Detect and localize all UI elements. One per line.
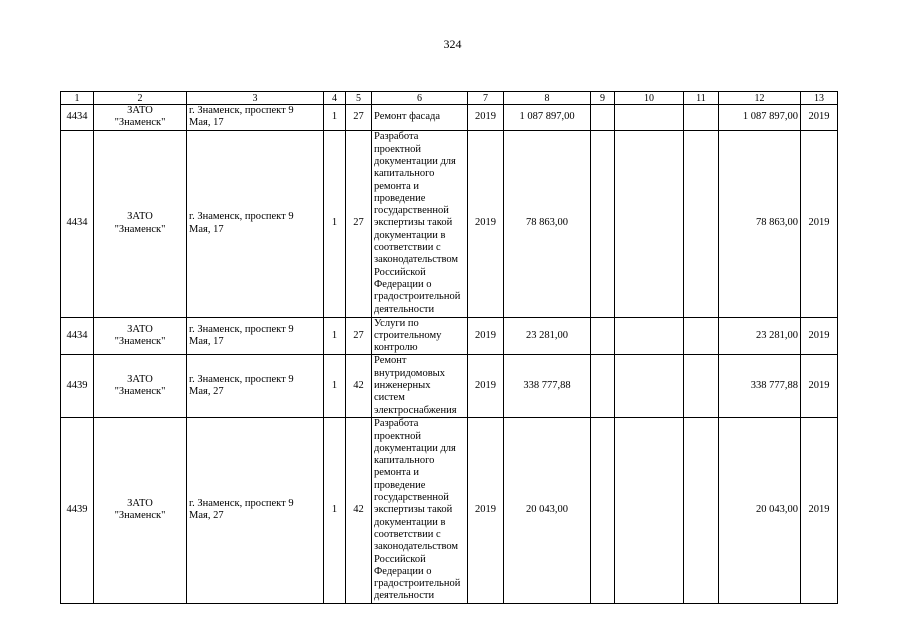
address-cell (187, 130, 324, 317)
address-line: г. Знаменск, проспект 9 (189, 211, 294, 223)
budget-cost-cell: 1 087 897,00 (719, 105, 801, 131)
work-type-line: Федерации о (374, 565, 432, 577)
column-number: 2 (94, 92, 187, 105)
work-type-line: строительному (374, 329, 442, 341)
work-type-line: Ремонт (374, 355, 407, 367)
column-10-value-cell (615, 130, 684, 317)
work-type-cell (372, 105, 468, 131)
column-9-value-cell (591, 417, 615, 603)
building-block-cell: 1 (324, 417, 346, 603)
table-row (61, 130, 838, 317)
completion-year-cell: 2019 (801, 417, 838, 603)
work-type-line: документации для (374, 155, 456, 167)
column-9-value-cell (591, 130, 615, 317)
column-number: 4 (324, 92, 346, 105)
table-body (61, 92, 838, 604)
municipality-line: "Знаменск" (114, 386, 166, 398)
column-9-value-cell (591, 317, 615, 355)
municipality-line: ЗАТО (127, 211, 153, 223)
municipality-line: "Знаменск" (114, 117, 166, 129)
column-number: 12 (719, 92, 801, 105)
address-cell (187, 417, 324, 603)
row-number-cell: 4434 (61, 317, 94, 355)
budget-cost-cell: 338 777,88 (719, 355, 801, 417)
work-type-line: систем (374, 392, 405, 404)
table-row (61, 355, 838, 417)
house-number-cell: 27 (346, 317, 372, 355)
work-type-line: Российской (374, 266, 426, 278)
work-type-line: Разработа (374, 131, 419, 143)
total-cost-cell: 338 777,88 (504, 355, 591, 417)
work-type-line: ремонта и (374, 467, 420, 479)
total-cost-cell: 78 863,00 (504, 130, 591, 317)
column-11-value-cell (684, 355, 719, 417)
table-row (61, 417, 838, 603)
work-type-line: Российской (374, 553, 426, 565)
work-type-line: проведение (374, 192, 426, 204)
address-line: Мая, 17 (189, 223, 224, 235)
address-line: Мая, 27 (189, 386, 224, 398)
municipality-line: ЗАТО (127, 498, 153, 510)
work-type-line: градостроительной (374, 578, 461, 590)
address-line: г. Знаменск, проспект 9 (189, 373, 294, 385)
work-type-line: проектной (374, 143, 421, 155)
address-line: г. Знаменск, проспект 9 (189, 498, 294, 510)
column-10-value-cell (615, 417, 684, 603)
work-type-line: государственной (374, 205, 449, 217)
work-type-cell (372, 355, 468, 417)
column-9-value-cell (591, 355, 615, 417)
year-cell: 2019 (468, 355, 504, 417)
table-row (61, 317, 838, 355)
municipality-line: ЗАТО (127, 373, 153, 385)
building-block-cell: 1 (324, 130, 346, 317)
work-type-line: ремонта и (374, 180, 420, 192)
row-number-cell: 4434 (61, 105, 94, 131)
address-line: г. Знаменск, проспект 9 (189, 323, 294, 335)
year-cell: 2019 (468, 317, 504, 355)
address-line: г. Знаменск, проспект 9 (189, 105, 294, 116)
work-type-line: капитального (374, 455, 435, 467)
address-cell (187, 105, 324, 131)
municipality-cell (94, 130, 187, 317)
work-type-line: Федерации о (374, 278, 432, 290)
work-type-line: экспертизы такой (374, 217, 453, 229)
work-type-line: градостроительной (374, 291, 461, 303)
total-cost-cell: 23 281,00 (504, 317, 591, 355)
column-number: 7 (468, 92, 504, 105)
column-11-value-cell (684, 130, 719, 317)
municipality-line: "Знаменск" (114, 336, 166, 348)
row-number-cell: 4439 (61, 417, 94, 603)
work-type-line: проектной (374, 430, 421, 442)
column-number: 3 (187, 92, 324, 105)
house-number-cell: 42 (346, 417, 372, 603)
completion-year-cell: 2019 (801, 317, 838, 355)
total-cost-cell: 1 087 897,00 (504, 105, 591, 131)
column-number: 5 (346, 92, 372, 105)
completion-year-cell: 2019 (801, 355, 838, 417)
work-type-line: соответствии с (374, 528, 441, 540)
completion-year-cell: 2019 (801, 105, 838, 131)
budget-cost-cell: 78 863,00 (719, 130, 801, 317)
work-type-line: документации в (374, 516, 446, 528)
column-number: 10 (615, 92, 684, 105)
address-line: Мая, 17 (189, 117, 224, 129)
municipality-cell (94, 317, 187, 355)
municipality-cell (94, 105, 187, 131)
work-type-line: законодательством (374, 254, 459, 266)
column-10-value-cell (615, 317, 684, 355)
municipality-line: "Знаменск" (114, 510, 166, 522)
column-10-value-cell (615, 105, 684, 131)
column-9-value-cell (591, 105, 615, 131)
municipality-line: ЗАТО (127, 323, 153, 335)
year-cell: 2019 (468, 105, 504, 131)
column-number: 1 (61, 92, 94, 105)
work-type-line: соответствии с (374, 242, 441, 254)
table-row (61, 105, 838, 131)
work-type-line: инженерных (374, 380, 431, 392)
work-type-line: экспертизы такой (374, 504, 453, 516)
building-block-cell: 1 (324, 355, 346, 417)
total-cost-cell: 20 043,00 (504, 417, 591, 603)
work-type-line: государственной (374, 492, 449, 504)
work-type-cell (372, 417, 468, 603)
column-number: 11 (684, 92, 719, 105)
work-type-cell (372, 130, 468, 317)
work-type-line: Услуги по (374, 317, 419, 329)
column-10-value-cell (615, 355, 684, 417)
row-number-cell: 4434 (61, 130, 94, 317)
address-cell (187, 355, 324, 417)
building-block-cell: 1 (324, 105, 346, 131)
building-block-cell: 1 (324, 317, 346, 355)
house-number-cell: 27 (346, 130, 372, 317)
column-11-value-cell (684, 317, 719, 355)
work-type-line: документации в (374, 229, 446, 241)
column-11-value-cell (684, 417, 719, 603)
work-type-line: законодательством (374, 541, 459, 553)
work-type-line: Ремонт фасада (374, 111, 441, 123)
address-line: Мая, 17 (189, 336, 224, 348)
column-number-row (61, 92, 838, 105)
work-type-line: документации для (374, 442, 456, 454)
work-type-line: Разработа (374, 418, 419, 430)
house-number-cell: 42 (346, 355, 372, 417)
house-number-cell: 27 (346, 105, 372, 131)
register-table (60, 91, 838, 604)
column-number: 13 (801, 92, 838, 105)
budget-cost-cell: 20 043,00 (719, 417, 801, 603)
column-number: 8 (504, 92, 591, 105)
address-line: Мая, 27 (189, 510, 224, 522)
work-type-line: контролю (374, 342, 418, 354)
row-number-cell: 4439 (61, 355, 94, 417)
column-number: 6 (372, 92, 468, 105)
year-cell: 2019 (468, 130, 504, 317)
work-type-line: внутридомовых (374, 367, 445, 379)
municipality-cell (94, 355, 187, 417)
column-11-value-cell (684, 105, 719, 131)
municipality-cell (94, 417, 187, 603)
year-cell: 2019 (468, 417, 504, 603)
work-type-cell (372, 317, 468, 355)
work-type-line: электроснабжения (374, 404, 457, 416)
work-type-line: проведение (374, 479, 426, 491)
budget-cost-cell: 23 281,00 (719, 317, 801, 355)
completion-year-cell: 2019 (801, 130, 838, 317)
work-type-line: деятельности (374, 303, 435, 315)
column-number: 9 (591, 92, 615, 105)
municipality-line: ЗАТО (127, 105, 153, 116)
work-type-line: капитального (374, 168, 435, 180)
municipality-line: "Знаменск" (114, 223, 166, 235)
address-cell (187, 317, 324, 355)
work-type-line: деятельности (374, 590, 435, 602)
page-number: 324 (443, 37, 462, 51)
